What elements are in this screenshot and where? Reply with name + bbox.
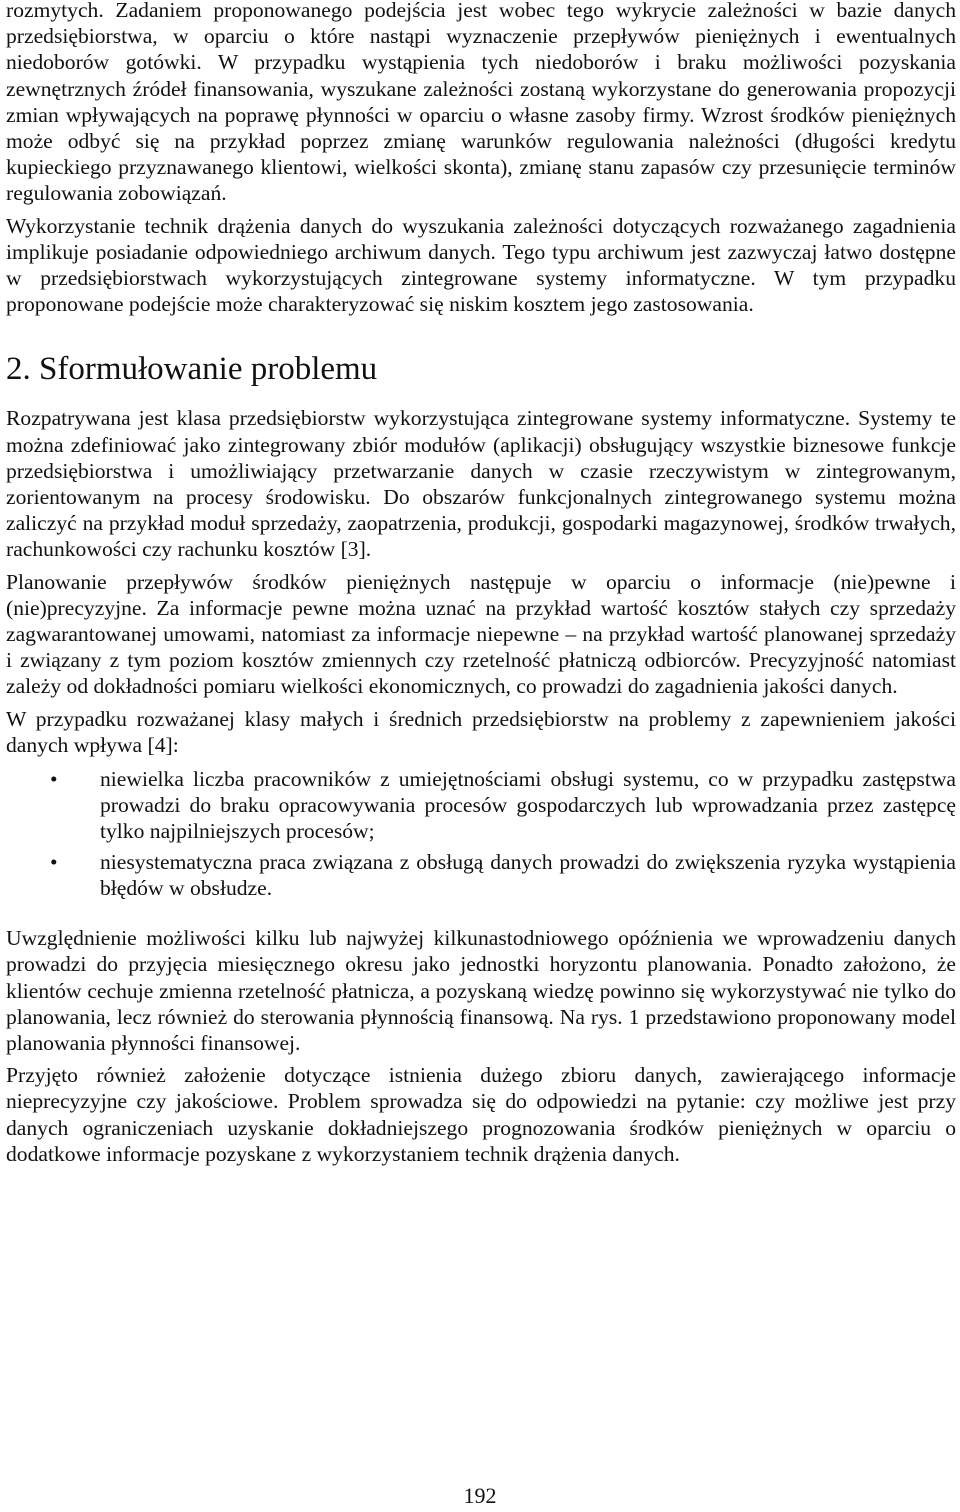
- page-body: [6, 0, 956, 1173]
- list-item: [6, 766, 956, 845]
- paragraph: Rozpatrywana jest klasa przedsiębiorstw wykorzystująca zintegrowane systemy informatyczne. Systemy te można zdefiniować jako zintegrowany zbiór modułów (aplikacji) obsługujący wszystkie biznesowe funkcje przedsiębiorstwa i umożliwiający przetwarzanie danych w czasie rzeczywistym w zintegrowanym, zorientowanym na procesy środowisku. Do obszarów funkcjonalnych zintegrowanego systemu można zaliczyć na przykład moduł sprzedaży, zaopatrzenia, produkcji, gospodarki magazynowej, środków trwałych, rachunkowości czy rachunku kosztów [3].: [6, 406, 956, 562]
- bullet-icon: •: [50, 767, 58, 792]
- bullet-icon: •: [50, 849, 58, 874]
- paragraph: Uwzględnienie możliwości kilku lub najwyżej kilkunastodniowego opóźnienia we wprowadzeniu danych prowadzi do przyjęcia miesięcznego okresu jako jednostki horyzontu planowania. Ponadto założono, że klientów cechuje zmienna rzetelność płatnicza, a pozyskaną wiedzę powinno się wykorzystywać nie tylko do planowania, lecz również do sterowania płynnością finansową. Na rys. 1 przedstawiono proponowany model planowania płynności finansowej.: [6, 926, 956, 1055]
- list-item-text: niesystematyczna praca związana z obsługą danych prowadzi do zwiększenia ryzyka wystąpienia błędów w obsłudze.: [100, 849, 956, 900]
- bullet-list: [6, 766, 956, 901]
- list-item-text: niewielka liczba pracowników z umiejętnościami obsługi systemu, co w przypadku zastępstwa prowadzi do braku opracowywania procesów gospodarczych lub wprowadzania przez zastępcę tylko najpilniejszych procesów;: [100, 767, 956, 844]
- paragraph: Wykorzystanie technik drążenia danych do wyszukania zależności dotyczących rozważanego zagadnienia implikuje posiadanie odpowiedniego archiwum danych. Tego typu archiwum jest zazwyczaj łatwo dostępne w przedsiębiorstwach wykorzystujących zintegrowane systemy informatyczne. W tym przypadku proponowane podejście może charakteryzować się niskim kosztem jego zastosowania.: [6, 213, 956, 317]
- paragraph: Przyjęto również założenie dotyczące istnienia dużego zbioru danych, zawierającego informacje nieprecyzyjne czy jakościowe. Problem sprowadza się do odpowiedzi na pytanie: czy możliwe jest przy danych ograniczeniach uzyskanie dokładniejszego prognozowania środków pieniężnych w oparciu o dodatkowe informacje pozyskane z wykorzystaniem technik drążenia danych.: [6, 1063, 956, 1166]
- paragraph: W przypadku rozważanej klasy małych i średnich przedsiębiorstw na problemy z zapewnieniem jakości danych wpływa [4]:: [6, 706, 956, 757]
- page-number: 192: [463, 1483, 497, 1508]
- list-item: [6, 849, 956, 901]
- paragraph: rozmytych. Zadaniem proponowanego podejścia jest wobec tego wykrycie zależności w bazie danych przedsiębiorstwa, w oparciu o które nastąpi wyznaczenie przepływów pieniężnych i ewentualnych niedoborów gotówki. W przypadku wystąpienia tych niedoborów i braku możliwości pozyskania zewnętrznych źródeł finansowania, wyszukane zależności zostaną wykorzystane do generowania propozycji zmian wpływających na poprawę płynności w oparciu o własne zasoby firmy. Wzrost środków pieniężnych może odbyć się na przykład poprzez zmianę warunków regulowania należności (długości kredytu kupieckiego przyznawanego klientowi, wielkości skonta), zmianę stanu zapasów czy przesunięcie terminów regulowania zobowiązań.: [6, 0, 956, 206]
- paragraph: Planowanie przepływów środków pieniężnych następuje w oparciu o informacje (nie)pewne i (nie)precyzyjne. Za informacje pewne można uznać na przykład wartość kosztów stałych czy sprzedaży zagwarantowanej umowami, natomiast za informacje niepewne – na przykład wartość planowanej sprzedaży i związany z tym poziom kosztów zmiennych czy rzetelność płatniczą odbiorców. Precyzyjność natomiast zależy od dokładności pomiaru wielkości ekonomicznych, co prowadzi do zagadnienia jakości danych.: [6, 569, 956, 699]
- section-heading: 2. Sformułowanie problemu: [6, 351, 378, 388]
